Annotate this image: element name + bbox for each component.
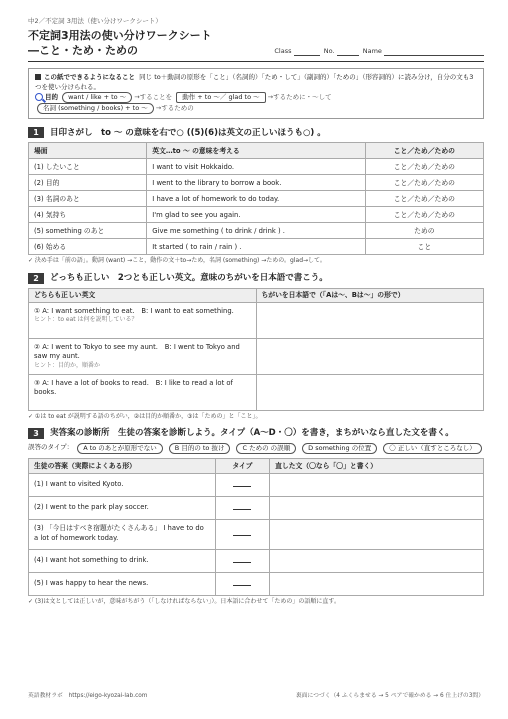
sentence-pair: ② A: I went to Tokyo to see my aunt. B: I went to Tokyo and saw my aunt. — [34, 342, 240, 361]
example-chip-3: 名詞 (something / books) + to ～ — [37, 103, 154, 114]
error-type-d: D something の位置 — [302, 443, 377, 454]
scene-cell: (4) 気持ち — [29, 207, 147, 223]
table-row — [29, 239, 484, 255]
section-1-note: ✓ 決め手は「前の語」。動詞 (want) →こと，動作の文＋to→ため，名詞 (something) →ための。glad→して。 — [28, 257, 326, 265]
square-bullet-icon — [35, 74, 41, 80]
section-1-number: 1 — [28, 127, 44, 138]
error-type-label: 誤答のタイプ： — [28, 443, 74, 452]
no-label: No. — [323, 47, 335, 56]
search-icon — [35, 93, 43, 101]
sentence-cell: I want to visit Hokkaido. — [147, 159, 365, 175]
table-row — [29, 175, 484, 191]
sentence-pair-cell — [29, 338, 257, 374]
type-blank[interactable] — [233, 502, 251, 510]
section-3-number: 3 — [28, 428, 44, 439]
sentence-cell: I have a lot of homework to do today. — [147, 191, 365, 207]
table-row — [29, 374, 484, 410]
title-divider — [28, 61, 484, 62]
student-answer-cell: (1) I want to visited Kyoto. — [29, 473, 216, 496]
example-chip-2: 動作 + to ～／ glad to ～ — [176, 92, 265, 103]
example-meaning-1: →することを — [134, 93, 173, 102]
sentence-cell: I'm glad to see you again. — [147, 207, 365, 223]
example-meaning-3: →するための — [155, 104, 194, 113]
type-cell[interactable] — [215, 519, 270, 549]
table-row — [29, 473, 484, 496]
table-row — [29, 207, 484, 223]
error-type-legend — [28, 443, 484, 454]
type-blank[interactable] — [233, 528, 251, 536]
student-answer-cell: (4) I want hot something to drink. — [29, 549, 216, 572]
scene-cell: (2) 目的 — [29, 175, 147, 191]
title-line-1: 不定詞3用法の使い分けワークシート — [28, 28, 212, 42]
choice-cell[interactable]: こと／ため／ための — [365, 207, 483, 223]
table-row — [29, 572, 484, 595]
type-cell[interactable] — [215, 496, 270, 519]
series-label: 中2／不定詞 3用法（使い分けワークシート） — [28, 17, 162, 25]
class-label: Class — [274, 47, 292, 56]
goal-heading: この紙でできるようになること — [44, 73, 135, 82]
column-header: タイプ — [215, 458, 270, 473]
type-blank[interactable] — [233, 578, 251, 586]
hint-text: ヒント：目的か，順番か — [34, 361, 101, 369]
goal-description: 同じ to＋動詞の原形を「こと」（名詞的）「ため・して」（副詞的）「ための」（形容詞的）に読み分け，自分の文も3つを使い分けられる。 — [35, 73, 474, 91]
section-1-table — [28, 142, 484, 255]
choice-cell[interactable]: ための — [365, 223, 483, 239]
scene-cell: (5) something のあと — [29, 223, 147, 239]
choice-cell[interactable]: こと／ため／ための — [365, 175, 483, 191]
student-answer-cell: (2) I went to the park play soccer. — [29, 496, 216, 519]
table-header-row — [29, 458, 484, 473]
student-answer-cell: (5) I was happy to hear the news. — [29, 572, 216, 595]
table-header-row — [29, 288, 484, 302]
example-chip-1: want / like + to ～ — [62, 92, 132, 103]
sentence-cell: I went to the library to borrow a book. — [147, 175, 365, 191]
sentence-pair-cell — [29, 302, 257, 338]
sentence-cell: Give me something ( to drink / drink ) . — [147, 223, 365, 239]
scene-cell: (6) 始める — [29, 239, 147, 255]
error-type-b: B 目的の to 抜け — [169, 443, 231, 454]
answer-cell[interactable] — [256, 302, 484, 338]
table-row — [29, 223, 484, 239]
goal-example-row-1 — [35, 92, 477, 103]
section-2-number: 2 — [28, 273, 44, 284]
page-footer — [28, 693, 484, 700]
goal-text — [35, 73, 477, 92]
column-header: 英文…to ～ の意味を考える — [147, 143, 365, 159]
error-type-correct: 〇 正しい（直すところなし） — [383, 443, 482, 454]
type-cell[interactable] — [215, 572, 270, 595]
worksheet-page — [28, 18, 484, 605]
table-row — [29, 191, 484, 207]
table-row — [29, 159, 484, 175]
section-2-table — [28, 288, 484, 411]
type-blank[interactable] — [233, 479, 251, 487]
section-2-title: どっちも正しい 2つとも正しい英文。意味のちがいを日本語で書こう。 — [50, 272, 328, 283]
title-line-2: ―こと・ため・ための — [28, 43, 138, 57]
goal-box — [28, 68, 484, 119]
answer-cell[interactable] — [256, 338, 484, 374]
type-cell[interactable] — [215, 549, 270, 572]
table-row — [29, 496, 484, 519]
error-type-a: A to のあとが原形でない — [77, 443, 163, 454]
section-2-note: ✓ ①は to eat が説明する語のちがい，②は目的か順番か，③は「ための」と「こと」。 — [28, 412, 262, 420]
section-1-heading — [28, 127, 484, 138]
choice-cell[interactable]: こと／ため／ための — [365, 159, 483, 175]
section-3-heading — [28, 428, 484, 439]
column-header: 生徒の答案（実際によくある形） — [29, 458, 216, 473]
example-meaning-2: →するために・～して — [267, 93, 332, 102]
choice-cell[interactable]: こと／ため／ための — [365, 191, 483, 207]
scene-cell: (3) 名詞のあと — [29, 191, 147, 207]
column-header: こと／ため／ための — [365, 143, 483, 159]
type-blank[interactable] — [233, 555, 251, 563]
section-3-table — [28, 458, 484, 596]
type-cell[interactable] — [215, 473, 270, 496]
footer-source: 英語教材ラボ https://eigo-kyozai-lab.com — [28, 693, 148, 699]
corrected-sentence-cell[interactable] — [270, 473, 484, 496]
choice-cell[interactable]: こと — [365, 239, 483, 255]
goal-example-row-2 — [35, 103, 477, 114]
footer-continue-note: 裏面につづく（4 ふくらませる → 5 ペアで確かめる → 6 仕上げの3問） — [295, 693, 484, 699]
hint-text: ヒント：to eat は何を説明している？ — [34, 316, 138, 324]
sentence-pair-cell — [29, 374, 257, 410]
section-1-title: 目印さがし to ～ の意味を右で○ ((5)(6)は英文の正しいほうも○) 。 — [50, 127, 326, 138]
corrected-sentence-cell[interactable] — [270, 549, 484, 572]
name-label: Name — [362, 47, 382, 56]
class-name-fields — [274, 48, 484, 58]
goal-example-label: 目的 — [45, 93, 58, 102]
name-blank[interactable] — [384, 48, 484, 56]
section-3-note: ✓ (3)は文としては正しいが，意味がちがう（「しなければならない」）。日本語に合わせて「ための」の語順に直す。 — [28, 597, 340, 605]
sentence-cell: It started ( to rain / rain ) . — [147, 239, 365, 255]
number-blank[interactable] — [337, 48, 359, 56]
title-row — [28, 29, 484, 59]
error-type-c: C ための の誤順 — [236, 443, 296, 454]
table-row — [29, 338, 484, 374]
column-header: 直した文（〇なら「〇」と書く） — [270, 458, 484, 473]
column-header: どちらも正しい英文 — [29, 288, 257, 302]
column-header: ちがいを日本語で（「Aは～、Bは～」の形で） — [256, 288, 484, 302]
class-blank[interactable] — [294, 48, 320, 56]
corrected-sentence-cell[interactable] — [270, 496, 484, 519]
table-row — [29, 549, 484, 572]
section-2-heading — [28, 273, 484, 284]
corrected-sentence-cell[interactable] — [270, 519, 484, 549]
table-row — [29, 519, 484, 549]
corrected-sentence-cell[interactable] — [270, 572, 484, 595]
student-answer-cell: (3) 「今日はすべき宿題がたくさんある」 I have to do a lot of homework today. — [29, 519, 216, 549]
page-title — [28, 29, 212, 59]
table-header-row — [29, 143, 484, 159]
scene-cell: (1) したいこと — [29, 159, 147, 175]
sentence-pair: ③ A: I have a lot of books to read. B: I like to read a lot of books. — [34, 378, 233, 397]
table-row — [29, 302, 484, 338]
section-3-title: 実答案の診断所 生徒の答案を診断しよう。タイプ（A〜D・〇）を書き，まちがいなら直した文を書く。 — [50, 428, 454, 439]
sentence-pair: ① A: I want something to eat. B: I want to eat something. — [34, 306, 234, 315]
column-header: 場面 — [29, 143, 147, 159]
answer-cell[interactable] — [256, 374, 484, 410]
